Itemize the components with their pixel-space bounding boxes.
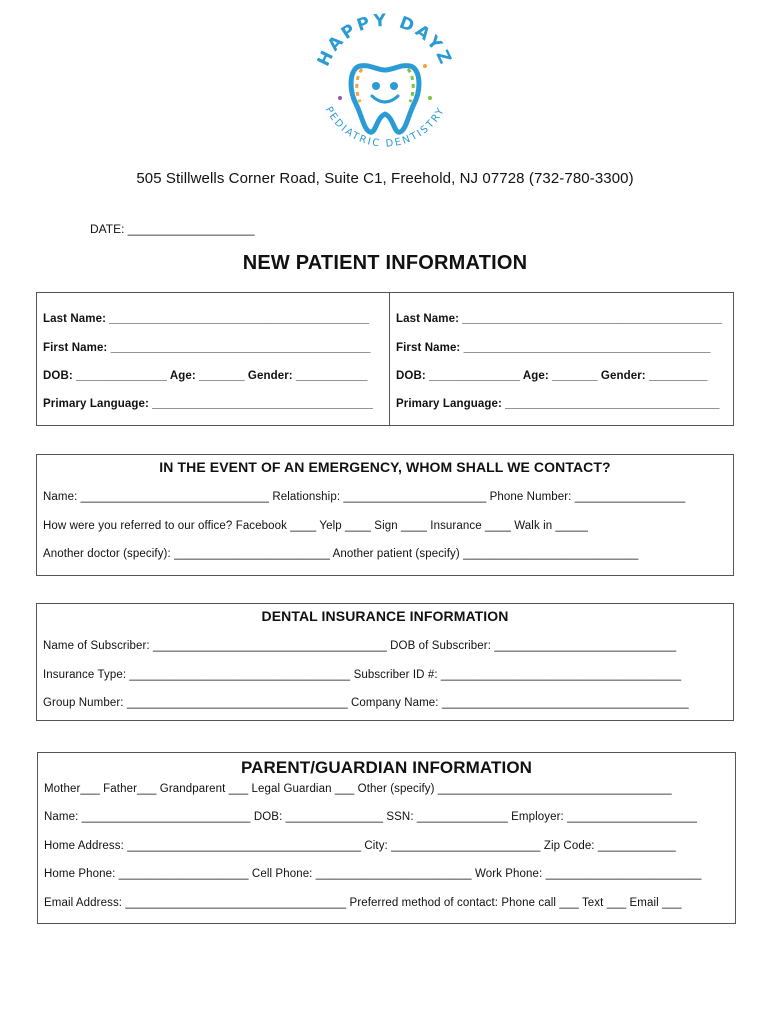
patient-2-dob-age-gender-field[interactable]: DOB: ______________ Age: _______ Gender: _________: [396, 370, 708, 382]
group-number-line[interactable]: Group Number: __________________________________ Company Name: ______________________________________: [43, 697, 689, 709]
emergency-contact-line[interactable]: Name: _____________________________ Relationship: ______________________ Phone Number: _________________: [43, 491, 686, 503]
tooth-icon: [300, 6, 470, 166]
svg-text:HAPPY DAYZ: HAPPY DAYZ: [313, 10, 457, 70]
guardian-phone-line[interactable]: Home Phone: ____________________ Cell Phone: ________________________ Work Phone: ________________________: [44, 868, 702, 880]
guardian-name-line[interactable]: Name: __________________________ DOB: _______________ SSN: ______________ Employer: ____________________: [44, 811, 698, 823]
patient-2-last-name-field[interactable]: Last Name: ________________________________________: [396, 313, 723, 325]
guardian-title: PARENT/GUARDIAN INFORMATION: [240, 758, 533, 777]
svg-text:PEDIATRIC DENTISTRY: PEDIATRIC DENTISTRY: [322, 105, 448, 150]
patient-1-language-field[interactable]: Primary Language: __________________________________: [43, 398, 374, 410]
subscriber-line[interactable]: Name of Subscriber: ____________________________________ DOB of Subscriber: ____________________________: [43, 640, 677, 652]
patient-1-dob-age-gender-field[interactable]: DOB: ______________ Age: _______ Gender: ___________: [43, 370, 368, 382]
patient-2-column: [390, 293, 733, 425]
emergency-title: IN THE EVENT OF AN EMERGENCY, WHOM SHALL WE CONTACT?: [159, 459, 611, 475]
patient-1-first-name-field[interactable]: First Name: ________________________________________: [43, 342, 371, 354]
emergency-contact-box: [36, 454, 734, 576]
referral-source-line[interactable]: How were you referred to our office? Facebook ____ Yelp ____ Sign ____ Insurance ____ Walk in _____: [43, 520, 589, 532]
guardian-address-line[interactable]: Home Address: ____________________________________ City: _______________________ Zip Code: ____________: [44, 840, 676, 852]
guardian-relation-line[interactable]: Mother___ Father___ Grandparent ___ Legal Guardian ___ Other (specify) ____________________________________: [44, 783, 672, 795]
patient-info-box: [36, 292, 734, 426]
practice-address: 505 Stillwells Corner Road, Suite C1, Freehold, NJ 07728 (732-780-3300): [136, 170, 634, 187]
insurance-title: DENTAL INSURANCE INFORMATION: [261, 608, 509, 624]
patient-1-column: [37, 293, 390, 425]
insurance-box: [36, 603, 734, 721]
insurance-type-line[interactable]: Insurance Type: __________________________________ Subscriber ID #: _____________________________________: [43, 669, 682, 681]
practice-logo: [300, 6, 470, 166]
patient-2-first-name-field[interactable]: First Name: ______________________________________: [396, 342, 711, 354]
guardian-box: [37, 752, 736, 924]
date-field[interactable]: DATE: ___________________: [90, 222, 255, 236]
referral-specify-line[interactable]: Another doctor (specify): ________________________ Another patient (specify) ___________________________: [43, 548, 639, 560]
patient-2-language-field[interactable]: Primary Language: _________________________________: [396, 398, 720, 410]
guardian-email-line[interactable]: Email Address: __________________________________ Preferred method of contact: Phone call ___ Text ___ Email ___: [44, 897, 682, 909]
form-title: NEW PATIENT INFORMATION: [242, 252, 528, 274]
patient-1-last-name-field[interactable]: Last Name: ________________________________________: [43, 313, 370, 325]
